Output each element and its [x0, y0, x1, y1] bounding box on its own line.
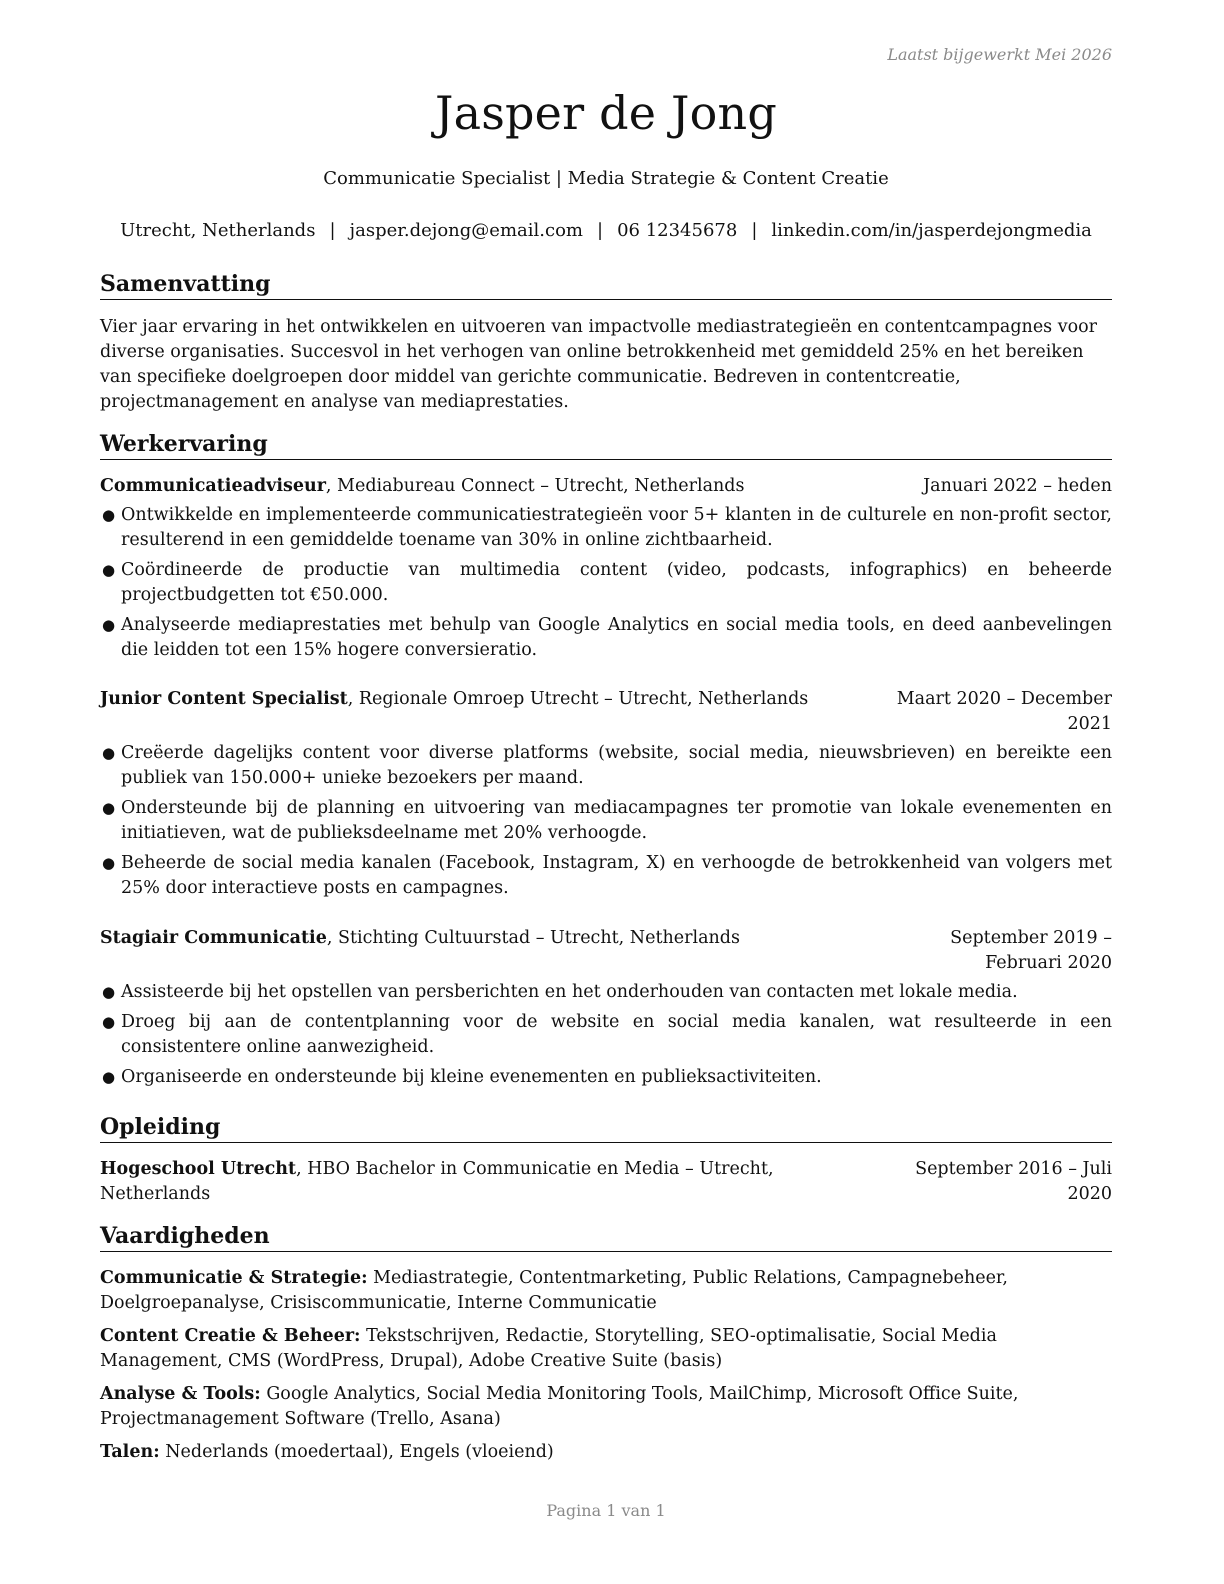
- job-org: , Mediabureau Connect – Utrecht, Netherlands: [325, 476, 745, 496]
- last-updated-note: Laatst bijgewerkt Mei 2026: [887, 45, 1112, 64]
- section-title-summary: Samenvatting: [100, 270, 1112, 300]
- skill-text: Tekstschrijven, Redactie, Storytelling, SEO-optimalisatie, Social Media Management, CMS (WordPress, Drupal), Adobe Creative Suite (basis): [100, 1326, 997, 1371]
- bullet-item: ● Coördineerde de productie van multimedia content (video, podcasts, infographics) en beheerde projectbudgetten tot €50.000.: [102, 560, 1112, 605]
- resume-page: [100, 0, 1112, 1584]
- education-degree: , HBO Bachelor in Communicatie en Media – Utrecht, Netherlands: [100, 1159, 774, 1204]
- bullet-icon: ●: [102, 1068, 116, 1086]
- job-header: [100, 687, 1112, 734]
- candidate-tagline: Communicatie Specialist | Media Strategie & Content Creatie: [323, 168, 889, 189]
- job-bullets: [100, 503, 1112, 663]
- contact-phone[interactable]: 06 12345678: [617, 220, 738, 241]
- education-dates: September 2016 – Juli 2020: [915, 1159, 1112, 1204]
- skill-row: [100, 1266, 1112, 1316]
- education-entry: [100, 1157, 1112, 1207]
- job-entry: [100, 687, 1112, 906]
- education-header: [100, 1157, 1112, 1207]
- job-entry: [100, 926, 1112, 1095]
- bullet-item: ● Assisteerde bij het opstellen van persberichten en het onderhouden van contacten met lokale media.: [100, 980, 1112, 1005]
- bullet-item: ● Ontwikkelde en implementeerde communicatiestrategieën voor 5+ klanten in de culturele en non-profit sector, resulterend in een gemiddelde toename van 30% in online zichtbaarheid.: [102, 505, 1112, 550]
- skill-label: Analyse & Tools:: [100, 1384, 261, 1404]
- bullet-icon: ●: [102, 506, 116, 524]
- skills-list: [100, 1266, 1112, 1473]
- job-bullets: [100, 980, 1112, 1090]
- skill-row: [100, 1440, 1112, 1465]
- job-dates: September 2019 – Februari 2020: [950, 928, 1112, 973]
- skill-label: Content Creatie & Beheer:: [100, 1326, 361, 1346]
- section-title-experience: Werkervaring: [100, 430, 1112, 460]
- skill-text: Nederlands (moedertaal), Engels (vloeiend): [159, 1442, 554, 1462]
- bullet-item: ● Beheerde de social media kanalen (Facebook, Instagram, X) en verhoogde de betrokkenheid van volgers met 25% door interactieve posts en campagnes.: [102, 853, 1112, 898]
- job-bullets: [100, 741, 1112, 901]
- skill-label: Talen:: [100, 1442, 160, 1462]
- section-title-education: Opleiding: [100, 1113, 1112, 1143]
- bullet-icon: ●: [102, 561, 116, 579]
- job-role: Communicatieadviseur: [100, 476, 326, 496]
- job-org: , Regionale Omroep Utrecht – Utrecht, Netherlands: [347, 689, 809, 709]
- education-school: Hogeschool Utrecht: [100, 1159, 297, 1179]
- job-role: Stagiair Communicatie: [100, 928, 327, 948]
- candidate-name: Jasper de Jong: [434, 86, 778, 140]
- bullet-icon: ●: [102, 854, 116, 872]
- bullet-icon: ●: [102, 744, 116, 762]
- bullet-item: ● Droeg bij aan de contentplanning voor de website en social media kanalen, wat resulteerde in een consistentere online aanwezigheid.: [102, 1012, 1112, 1057]
- section-title-skills: Vaardigheden: [100, 1222, 1112, 1252]
- skill-row: [100, 1324, 1112, 1374]
- contact-separator: |: [596, 220, 604, 241]
- skill-text: Mediastrategie, Contentmarketing, Public Relations, Campagnebeheer, Doelgroepanalyse, Crisiscommunicatie, Interne Communicatie: [100, 1268, 1008, 1313]
- job-org: , Stichting Cultuurstad – Utrecht, Netherlands: [326, 928, 740, 948]
- bullet-icon: ●: [102, 983, 116, 1001]
- skill-label: Communicatie & Strategie:: [100, 1268, 368, 1288]
- bullet-item: ● Ondersteunde bij de planning en uitvoering van mediacampagnes ter promotie van lokale evenementen en initiatieven, wat de publieksdeelname met 20% verhoogde.: [102, 798, 1112, 843]
- page-number: Pagina 1 van 1: [546, 1501, 666, 1520]
- contact-separator: |: [329, 220, 336, 241]
- job-header: [100, 926, 1112, 973]
- skill-row: [100, 1382, 1112, 1432]
- job-dates: Januari 2022 – heden: [923, 476, 1112, 496]
- skill-text: Google Analytics, Social Media Monitoring Tools, MailChimp, Microsoft Office Suite, Projectmanagement Software (Trello, Asana): [100, 1384, 1019, 1429]
- bullet-item: ● Organiseerde en ondersteunde bij kleine evenementen en publieksactiviteiten.: [100, 1065, 1112, 1090]
- job-entry: [100, 474, 1112, 668]
- contact-line: [90, 220, 1122, 241]
- contact-linkedin[interactable]: linkedin.com/in/jasperdejongmedia: [771, 220, 1092, 241]
- bullet-icon: ●: [102, 1013, 116, 1031]
- bullet-icon: ●: [102, 799, 116, 817]
- contact-separator: |: [751, 220, 758, 241]
- contact-location: Utrecht, Netherlands: [120, 220, 316, 241]
- job-dates: Maart 2020 – December 2021: [896, 689, 1112, 734]
- bullet-item: ● Analyseerde mediaprestaties met behulp van Google Analytics en social media tools, en deed aanbevelingen die leidden tot een 15% hogere conversieratio.: [102, 615, 1112, 660]
- job-header: [100, 474, 1112, 499]
- job-role: Junior Content Specialist: [100, 689, 348, 709]
- contact-email[interactable]: jasper.dejong@email.com: [349, 220, 583, 241]
- summary-text: Vier jaar ervaring in het ontwikkelen en uitvoeren van impactvolle mediastrategieën en contentcampagnes voor diverse organisaties. Succesvol in het verhogen van online betrokkenheid met gemiddeld 25% en het bereiken van specifieke doelgroepen door middel van gerichte communicatie. Bedreven in contentcreatie, projectmanagement en analyse van mediaprestaties.: [100, 317, 1098, 412]
- bullet-item: ● Creëerde dagelijks content voor diverse platforms (website, social media, nieuwsbrieven) en bereikte een publiek van 150.000+ unieke bezoekers per maand.: [102, 743, 1112, 788]
- bullet-icon: ●: [102, 616, 116, 634]
